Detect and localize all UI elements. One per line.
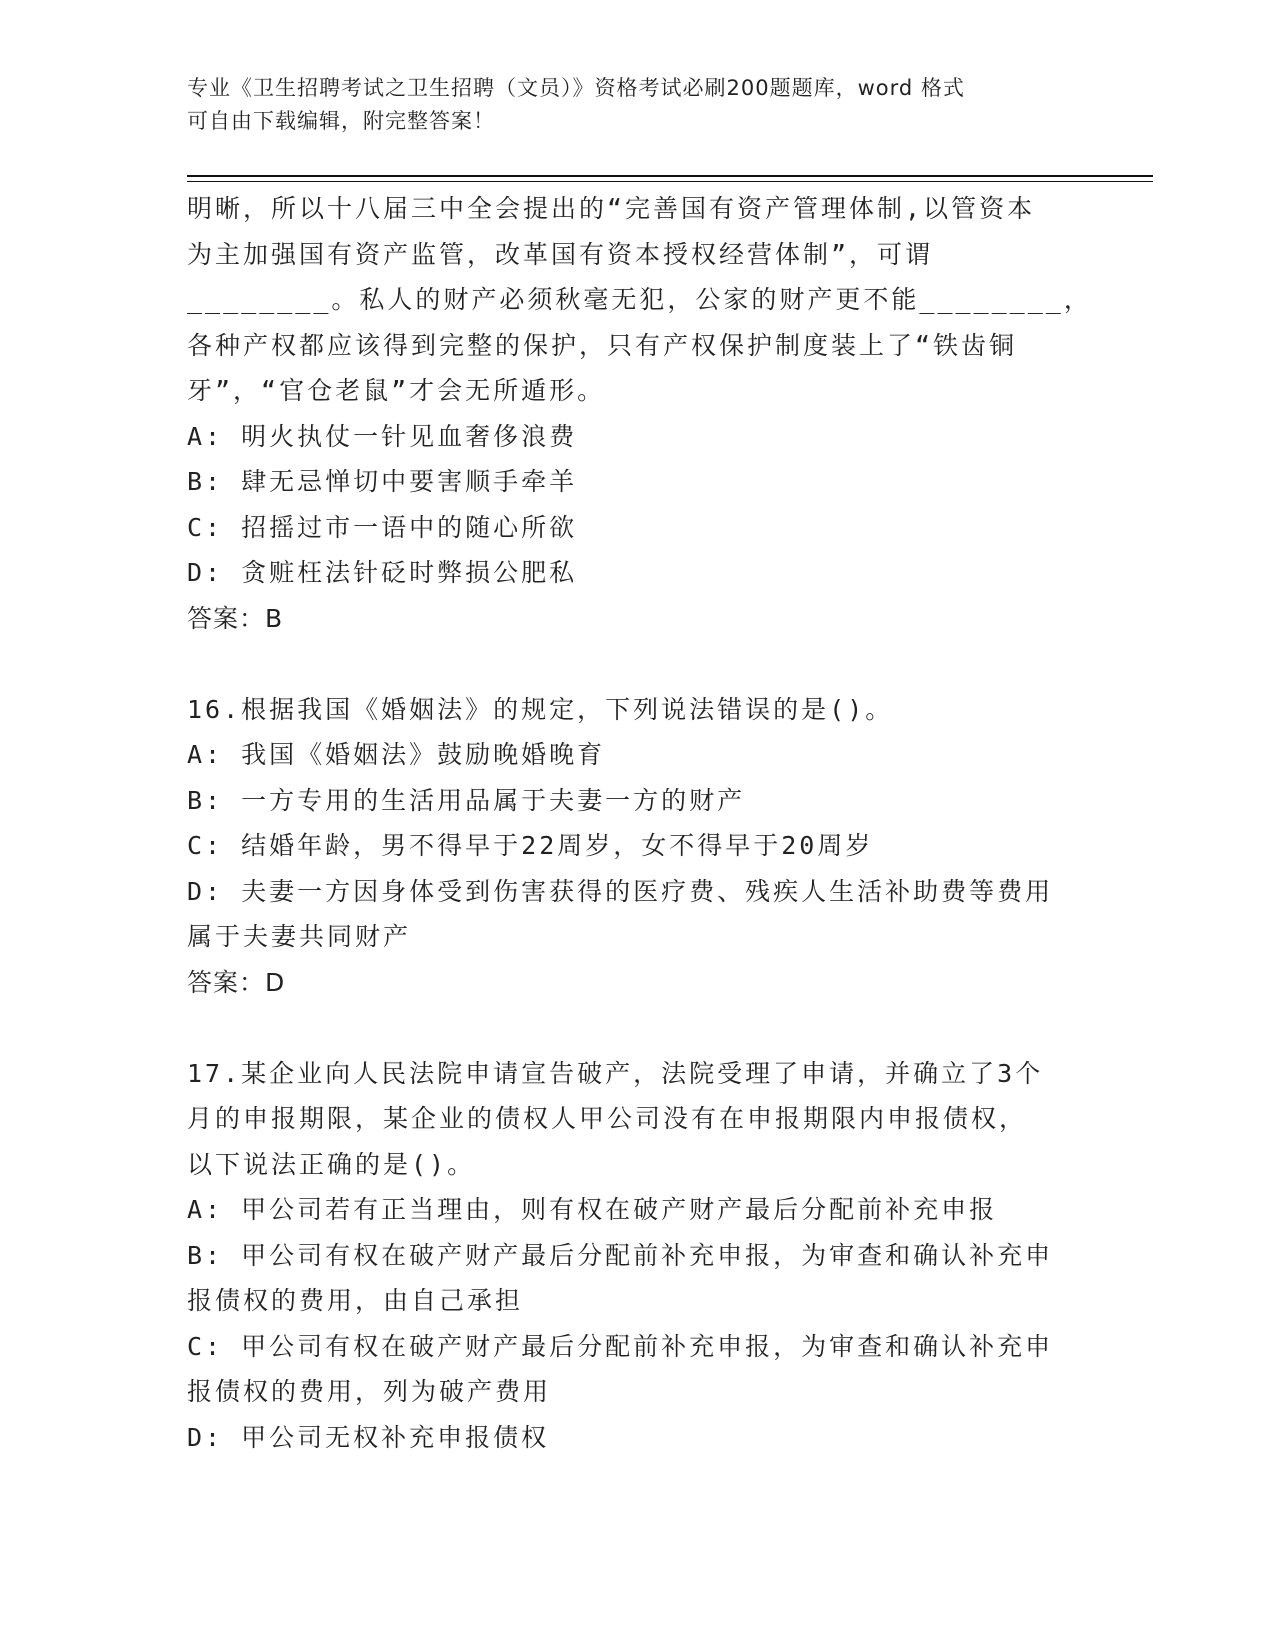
option-a: A: 甲公司若有正当理由，则有权在破产财产最后分配前补充申报 [187,1195,998,1224]
spacer [187,1005,1087,1051]
option-a: A: 明火执仗一针见血奢侈浪费 [187,421,578,451]
header-divider-thin [187,181,1153,182]
header-line-2: 可自由下载编辑，附完整答案！ [187,109,495,133]
option-a: A: 我国《婚姻法》鼓励晚婚晚育 [187,740,606,769]
option-b: B: 肆无忌惮切中要害顺手牵羊 [187,467,578,496]
option-b: B: 一方专用的生活用品属于夫妻一方的财产 [187,785,746,815]
option-d: D: 甲公司无权补充申报债权 [187,1422,550,1452]
question-stem-line: ________。私人的财产必须秋毫无犯，公家的财产更不能________， [187,285,1092,314]
option-d: D: 贪赃枉法针砭时弊损公肥私 [187,558,578,587]
question-body [187,186,1092,1460]
question-17 [187,1051,1087,1461]
document-header [187,72,1067,138]
option-c-continued: 报债权的费用，列为破产费用 [187,1377,552,1406]
question-stem-line: 16.根据我国《婚姻法》的规定，下列说法错误的是()。 [187,694,894,724]
option-c: C: 结婚年龄，男不得早于22周岁，女不得早于20周岁 [187,831,874,860]
question-stem-line: 以下说法正确的是()。 [187,1149,476,1179]
option-d-continued: 属于夫妻共同财产 [187,922,412,951]
question-stem-line: 牙”，“官仓老鼠”才会无所遁形。 [187,376,606,405]
header-line-1: 专业《卫生招聘考试之卫生招聘（文员）》资格考试必刷200题题库，word 格式 [187,76,965,100]
question-16 [187,687,1087,1006]
answer-label: 答案：D [187,967,286,997]
option-b-continued: 报债权的费用，由自己承担 [187,1286,524,1315]
header-divider-thick [187,175,1153,177]
question-stem-line: 各种产权都应该得到完整的保护，只有产权保护制度装上了“铁齿铜 [187,330,1018,360]
option-d: D: 夫妻一方因身体受到伤害获得的医疗费、残疾人生活补助费等费用 [187,876,1054,906]
question-stem-line: 为主加强国有资产监管，改革国有资本授权经营体制”，可谓 [187,239,934,269]
question-stem-line: 明晰，所以十八届三中全会提出的“完善国有资产管理体制,以管资本 [187,194,1036,223]
answer-label: 答案：B [187,603,284,633]
option-c: C: 招摇过市一语中的随心所欲 [187,512,578,542]
question-15 [187,186,1092,641]
spacer [187,641,1087,687]
question-stem-line: 月的申报期限，某企业的债权人甲公司没有在申报期限内申报债权， [187,1104,1028,1133]
option-c: C: 甲公司有权在破产财产最后分配前补充申报，为审查和确认补充申 [187,1331,1054,1361]
option-b: B: 甲公司有权在破产财产最后分配前补充申报，为审查和确认补充申 [187,1240,1054,1270]
question-stem-line: 17.某企业向人民法院申请宣告破产，法院受理了申请，并确立了3个 [187,1058,1044,1088]
